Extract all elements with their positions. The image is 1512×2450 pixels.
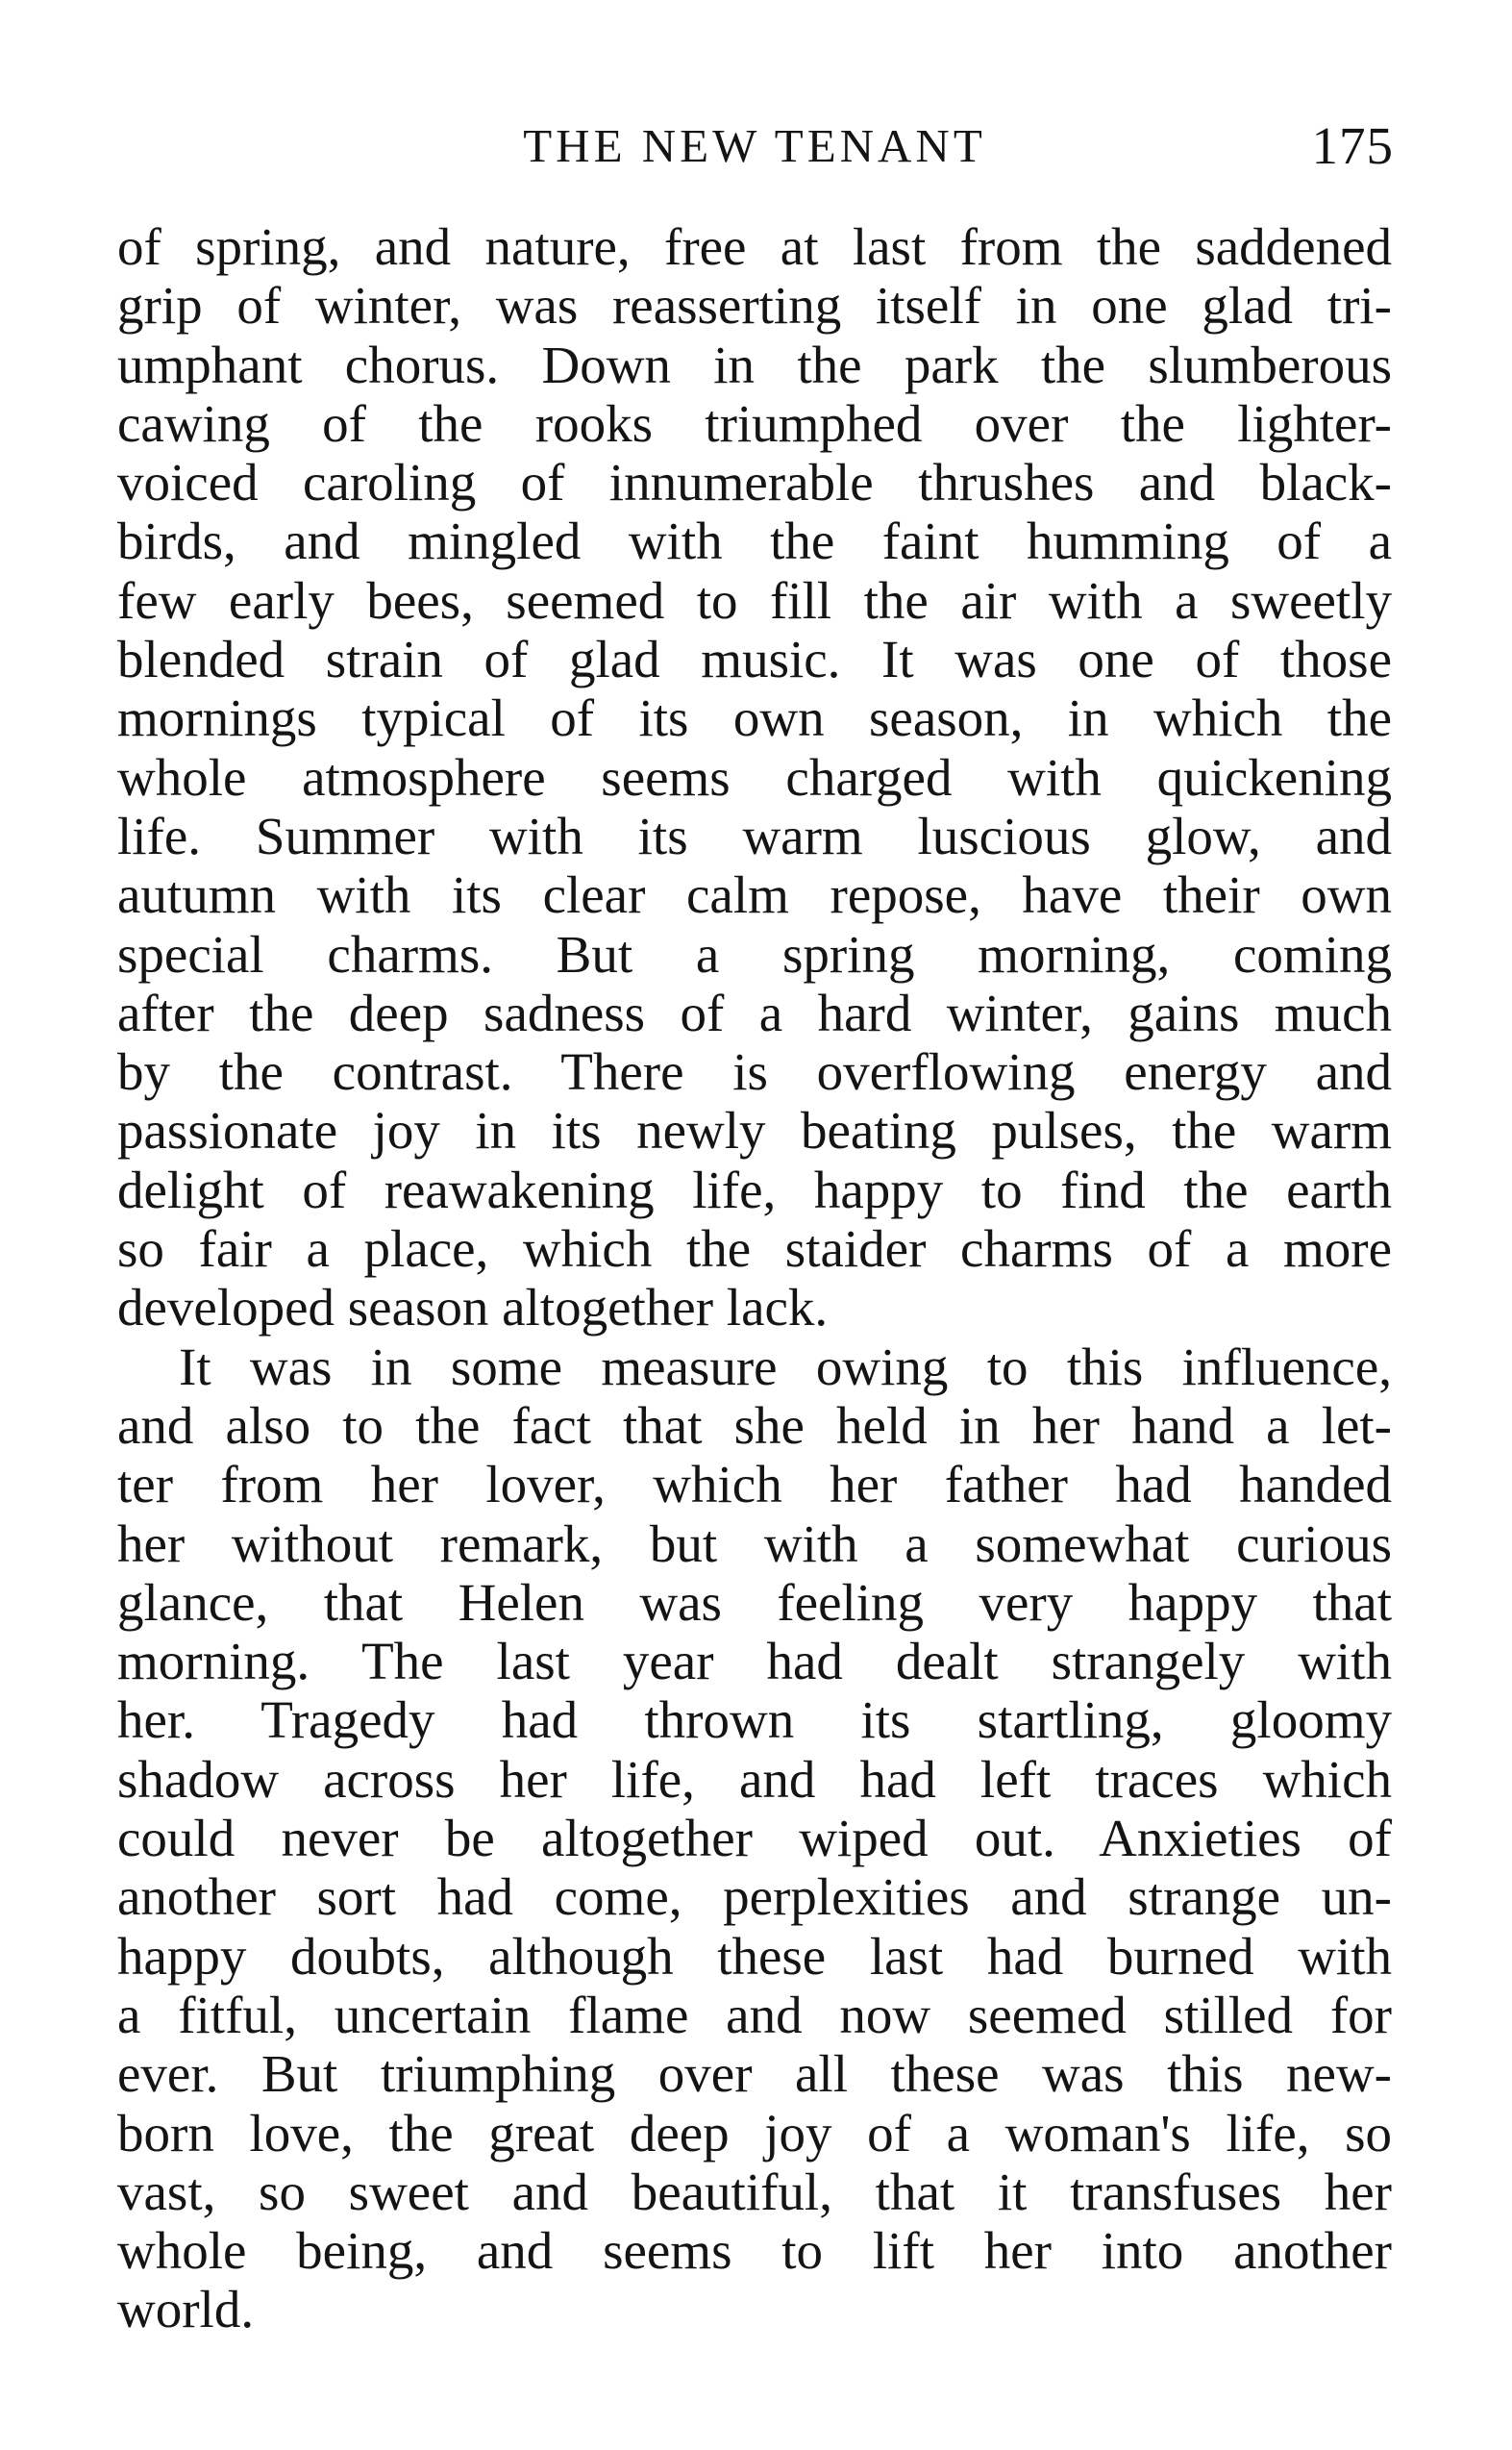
text-line: her. Tragedy had thrown its startling, gloomy	[117, 1690, 1392, 1750]
text-line: umphant chorus. Down in the park the slumberous	[117, 335, 1392, 394]
running-head	[115, 117, 1394, 175]
text-line: birds, and mingled with the faint humming of a	[117, 512, 1392, 571]
text-line: could never be altogether wiped out. Anxieties of	[117, 1809, 1392, 1868]
text-line: blended strain of glad music. It was one of those	[117, 630, 1392, 689]
text-line: delight of reawakening life, happy to find the earth	[117, 1160, 1392, 1219]
running-title: THE NEW TENANT	[523, 119, 986, 172]
text-line: whole being, and seems to lift her into another	[117, 2221, 1392, 2281]
text-line: of spring, and nature, free at last from the saddened	[117, 217, 1392, 276]
body-text	[117, 217, 1392, 2339]
text-line: morning. The last year had dealt strangely with	[117, 1632, 1392, 1691]
text-line: vast, so sweet and beautiful, that it transfuses her	[117, 2162, 1392, 2221]
text-line: her without remark, but with a somewhat curious	[117, 1513, 1392, 1573]
text-line: passionate joy in its newly beating pulses, the warm	[117, 1101, 1392, 1161]
paragraph	[117, 1338, 1392, 2339]
text-line: It was in some measure owing to this influence,	[179, 1337, 1392, 1396]
text-line: so fair a place, which the staider charms of a more	[117, 1219, 1392, 1279]
text-line: few early bees, seemed to fill the air with a sweetly	[117, 570, 1392, 630]
text-line: mornings typical of its own season, in which the	[117, 688, 1392, 748]
text-line: voiced caroling of innumerable thrushes and black-	[117, 453, 1392, 512]
text-line: ter from her lover, which her father had handed	[117, 1455, 1392, 1514]
text-line: grip of winter, was reasserting itself in one glad tri-	[117, 276, 1392, 336]
text-line: glance, that Helen was feeling very happy that	[117, 1572, 1392, 1632]
text-line: shadow across her life, and had left traces which	[117, 1749, 1392, 1809]
text-line: cawing of the rooks triumphed over the lighter-	[117, 393, 1392, 453]
text-line: by the contrast. There is overflowing energy and	[117, 1042, 1392, 1102]
page-number: 175	[1311, 116, 1394, 175]
text-line: whole atmosphere seems charged with quickening	[117, 747, 1392, 807]
text-line: special charms. But a spring morning, coming	[117, 924, 1392, 984]
text-line: and also to the fact that she held in her hand a let-	[117, 1395, 1392, 1455]
text-line: ever. But triumphing over all these was this new-	[117, 2044, 1392, 2104]
text-line: world.	[117, 2280, 255, 2339]
text-line: life. Summer with its warm luscious glow, and	[117, 806, 1392, 865]
text-line: happy doubts, although these last had burned with	[117, 1926, 1392, 1986]
text-line: autumn with its clear calm repose, have their own	[117, 865, 1392, 925]
text-line: born love, the great deep joy of a woman's life, so	[117, 2103, 1392, 2162]
text-line: after the deep sadness of a hard winter, gains much	[117, 983, 1392, 1042]
text-line: a fitful, uncertain flame and now seemed stilled for	[117, 1985, 1392, 2044]
text-line: developed season altogether lack.	[117, 1278, 829, 1338]
text-line: another sort had come, perplexities and strange un-	[117, 1867, 1392, 1927]
paragraph	[117, 217, 1392, 1338]
